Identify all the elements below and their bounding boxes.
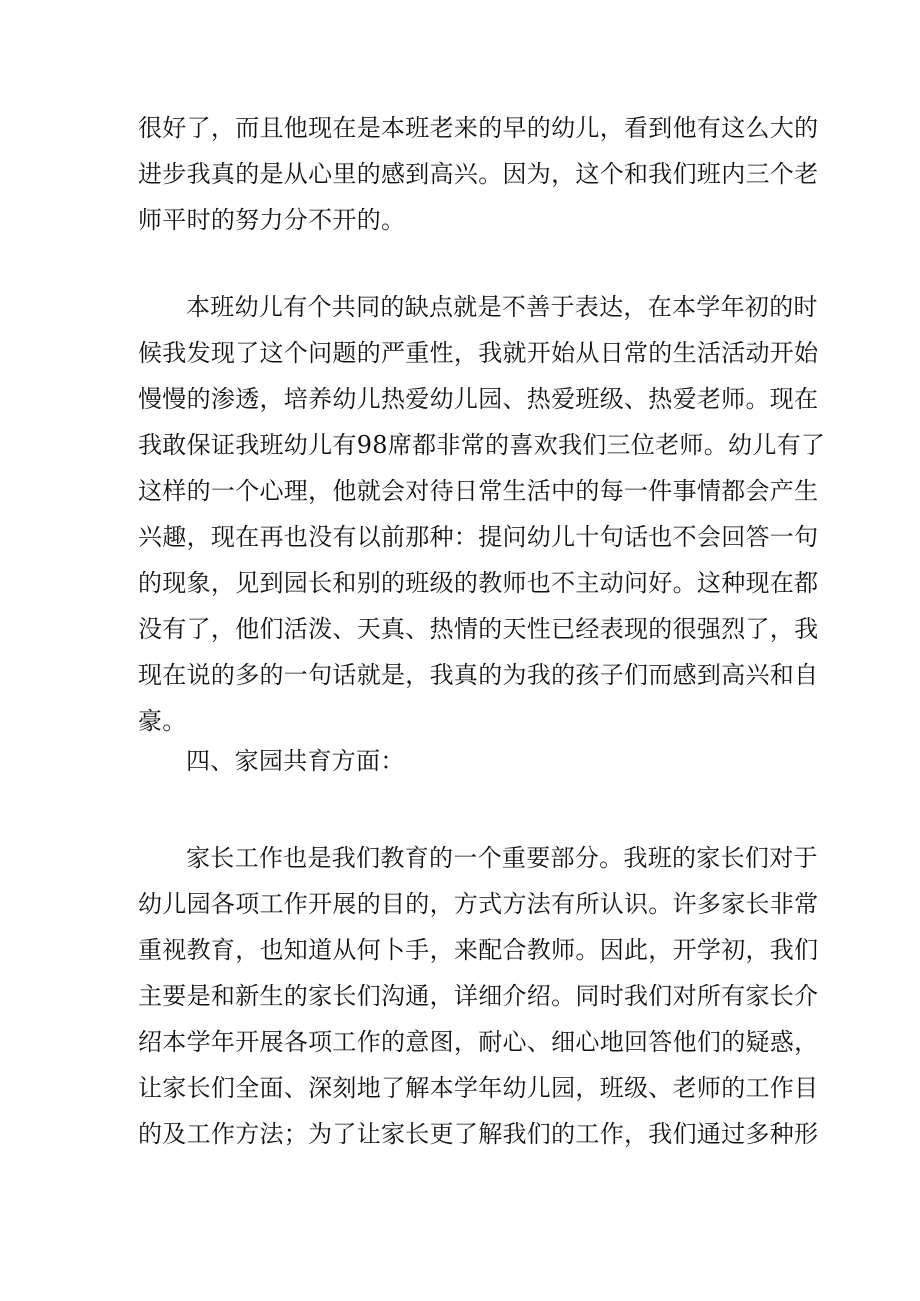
text-line: 豪。 xyxy=(138,707,187,735)
text-line: 进步我真的是从心里的感到高兴。因为，这个和我们班内三个老 xyxy=(138,160,819,188)
text-line: 兴趣，现在再也没有以前那种：提问幼儿十句话也不会回答一句 xyxy=(138,523,819,551)
text-line: 本班幼儿有个共同的缺点就是不善于表达，在本学年初的时 xyxy=(186,293,818,321)
text-line: 重视教育，也知道从何卜手，来配合教师。因此，开学初，我们 xyxy=(138,936,819,964)
text-line: 很好了，而且他现在是本班老来的早的幼儿，看到他有这么大的 xyxy=(138,114,819,142)
text-line: 幼儿园各项工作开展的目的，方式方法有所认识。许多家长非常 xyxy=(138,890,819,918)
text-line: 我敢保证我班幼儿有98席都非常的喜欢我们三位老师。幼儿有了 xyxy=(138,431,826,459)
text-line: 师平时的努力分不开的。 xyxy=(138,206,406,234)
text-line: 候我发现了这个问题的严重性，我就开始从日常的生活活动开始 xyxy=(138,339,819,367)
text-line: 让家长们全面、深刻地了解本学年幼儿园，班级、老师的工作目 xyxy=(138,1074,819,1102)
text-line: 没有了，他们活泼、天真、热情的天性已经表现的很强烈了，我 xyxy=(138,615,819,643)
text-line: 现在说的多的一句话就是，我真的为我的孩子们而感到高兴和自 xyxy=(138,661,819,689)
paragraph-1 xyxy=(138,105,819,243)
text-line: 家长工作也是我们教育的一个重要部分。我班的家长们对于 xyxy=(186,844,818,872)
paragraph-3 xyxy=(138,835,819,1157)
text-line: 绍本学年开展各项工作的意图，耐心、细心地回答他们的疑惑， xyxy=(138,1028,819,1056)
text-line: 慢慢的渗透，培养幼儿热爱幼儿园、热爱班级、热爱老师。现在 xyxy=(138,385,819,413)
section-heading xyxy=(138,738,798,784)
paragraph-2 xyxy=(138,284,826,744)
text-line: 主要是和新生的家长们沟通，详细介绍。同时我们对所有家长介 xyxy=(138,982,819,1010)
text-line: 的及工作方法；为了让家长更了解我们的工作，我们通过多种形 xyxy=(138,1120,819,1148)
section-heading-text: 四、家园共育方面： xyxy=(186,747,405,775)
text-line: 这样的一个心理，他就会对待日常生活中的每一件事情都会产生 xyxy=(138,477,819,505)
text-line: 的现象，见到园长和别的班级的教师也不主动问好。这种现在都 xyxy=(138,569,819,597)
